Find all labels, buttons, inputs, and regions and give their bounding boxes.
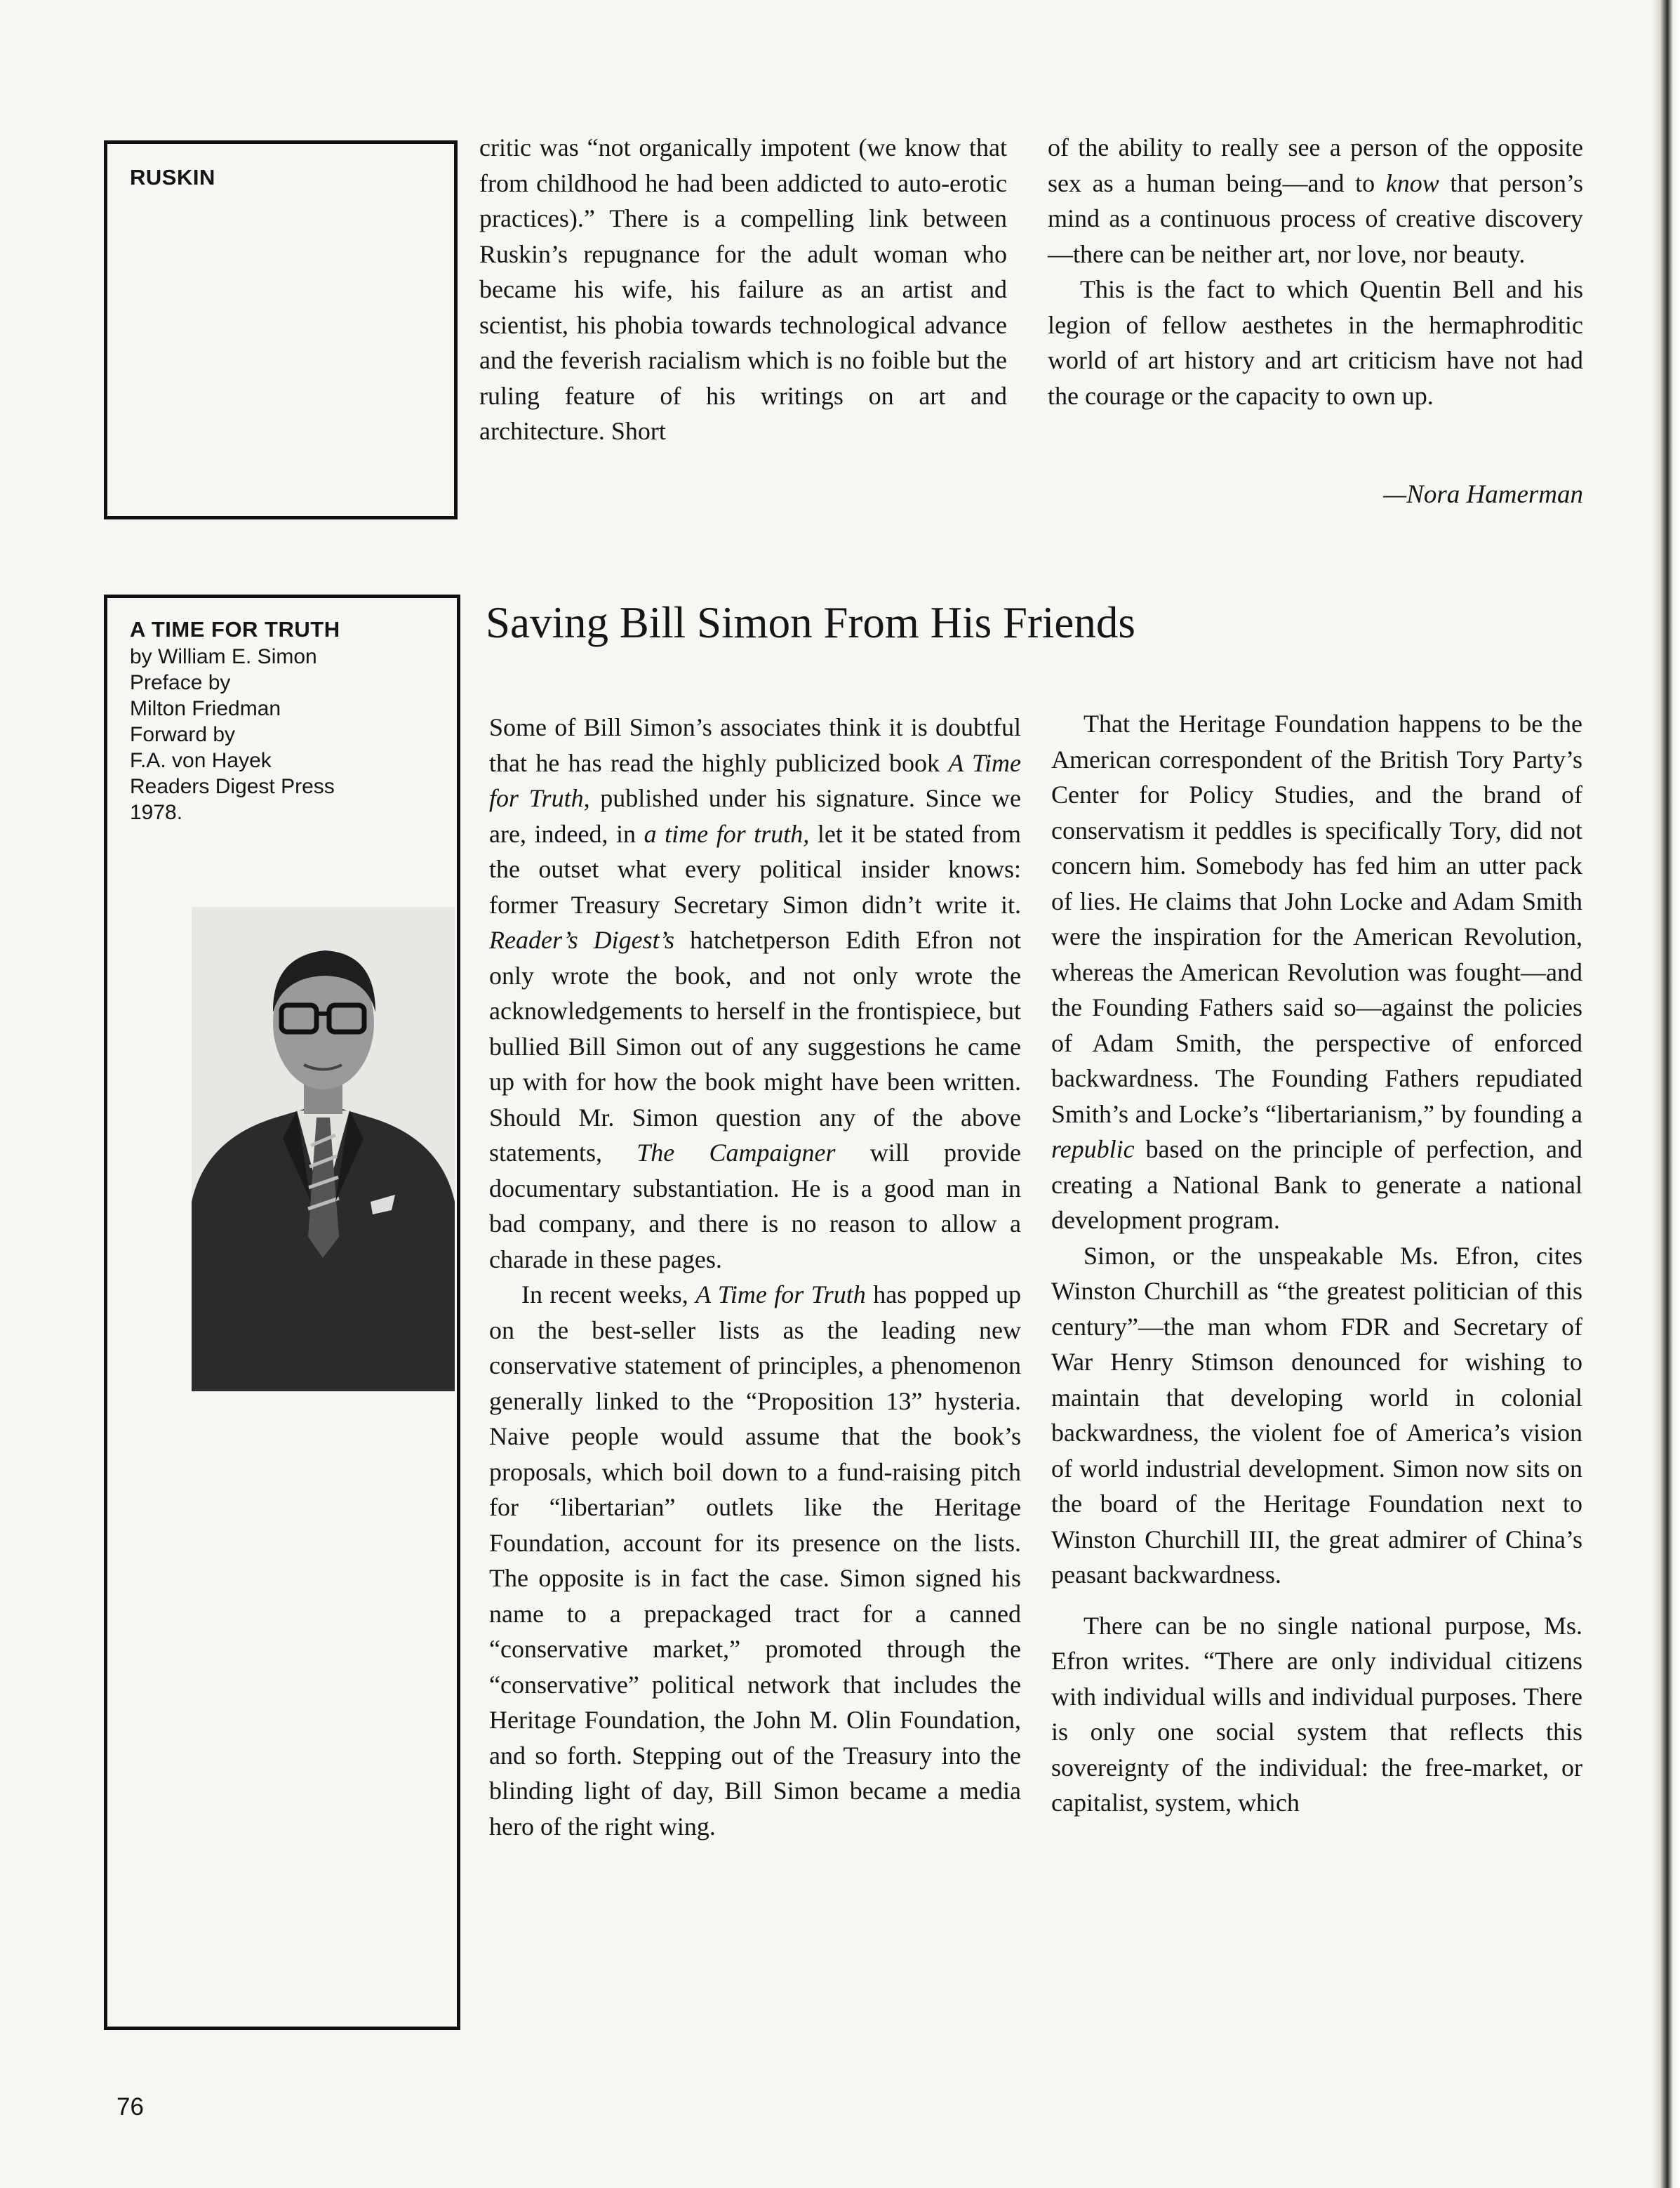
author-portrait-photo [192, 907, 455, 1391]
book-info-sidebar-box [104, 595, 460, 2030]
article-column-right [1051, 706, 1582, 1821]
ruskin-review-paragraph: critic was “not organically impotent (we know that from childhood he had been addicted to auto-erotic practices).” There is a compelling link between Ruskin’s repugnance for the adult woman who became his wife, his failure as an artist and scientist, his phobia towards technological advance and the feverish racialism which is no foible but the ruling feature of his writings on art and architecture. Short [479, 133, 1007, 445]
ruskin-review-column-left [479, 130, 1007, 449]
book-credit-line: Readers Digest Press [130, 775, 335, 798]
emphasis-know: know [1385, 168, 1439, 197]
book-credit-line: Preface by [130, 671, 231, 694]
book-credit-line: F.A. von Hayek [130, 749, 272, 772]
article-paragraph: There can be no single national purpose, Ms. Efron writes. “There are only individual citizens with individual wills and individual purposes. There is only one social system that reflects this sovereignty of the individual: the free-market, or capitalist, system, which [1051, 1611, 1582, 1817]
ruskin-review-paragraph: of the ability to really see a person of the opposite sex as a human being—and to know that person’s mind as a continuous process of creative discovery—there can be neither art, nor love, nor beauty. [1048, 133, 1583, 268]
ruskin-review-paragraph: This is the fact to which Quentin Bell and his legion of fellow aesthetes in the hermaphroditic world of art history and art criticism have not had the courage or the capacity to own up. [1048, 275, 1583, 410]
article-paragraph: In recent weeks, A Time for Truth has popped up on the best-seller lists as the leading new conservative statement of principles, a phenomenon generally linked to the “Proposition 13” hysteria. Naive people would assume that the book’s proposals, which boil down to a fund-raising pitch for “libertarian” outlets like the Heritage Foundation, account for its presence on the lists. The opposite is in fact the case. Simon signed his name to a prepackaged tract for a canned “conservative market,” promoted through the “conservative” political network that includes the Heritage Foundation, the John M. Olin Foundation, and so forth. Stepping out of the Treasury into the blinding light of day, Bill Simon became a media hero of the right wing. [489, 1280, 1021, 1841]
ruskin-review-column-right [1048, 130, 1583, 413]
binding-edge [1652, 0, 1680, 2188]
page-number: 76 [116, 2093, 144, 2121]
book-credit-line: by William E. Simon [130, 645, 317, 668]
book-credit-line: 1978. [130, 801, 183, 824]
book-credits [130, 644, 335, 826]
book-credit-line: Forward by [130, 723, 236, 746]
article-headline: Saving Bill Simon From His Friends [486, 598, 1135, 647]
article-paragraph: That the Heritage Foundation happens to be the American correspondent of the British Tory Party’s Center for Policy Studies, and the brand of conservatism it peddles is specifically Tory, did not concern him. Somebody has fed him an utter pack of lies. He claims that John Locke and Adam Smith were the inspiration for the American Revolution, whereas the American Revolution was fought—and the Founding Fathers said so—against the policies of Adam Smith, the perspective of enforced backwardness. The Founding Fathers repudiated Smith’s and Locke’s “libertarianism,” by founding a republic based on the principle of perfection, and creating a National Bank to generate a national development program. [1051, 710, 1582, 1234]
article-paragraph: Simon, or the unspeakable Ms. Efron, cites Winston Churchill as “the greatest politician of this century”—the man whom FDR and Secretary of War Henry Stimson denounced for wishing to maintain that developing world in colonial backwardness, the violent foe of America’s vision of world industrial development. Simon now sits on the board of the Heritage Foundation next to Winston Churchill III, the great admirer of China’s peasant backwardness. [1051, 1241, 1582, 1589]
ruskin-label: RUSKIN [130, 165, 215, 190]
book-title: A TIME FOR TRUTH [130, 617, 340, 642]
ruskin-sidebar-box [104, 140, 458, 519]
author-byline: —Nora Hamerman [1383, 480, 1583, 509]
article-column-left [489, 710, 1021, 1844]
article-paragraph: Some of Bill Simon’s associates think it is doubtful that he has read the highly publicized book A Time for Truth, published under his signature. Since we are, indeed, in a time for truth, let it be stated from the outset what every political insider knows: former Treasury Secretary Simon didn’t write it. Reader’s Digest’s hatchetperson Edith Efron not only wrote the book, and not only wrote the acknowledgements to herself in the frontispiece, but bullied Bill Simon out of any suggestions he came up with for how the book might have been written. Should Mr. Simon question any of the above statements, The Campaigner will provide documentary substantiation. He is a good man in bad company, and there is no reason to allow a charade in these pages. [489, 713, 1021, 1273]
book-credit-line: Milton Friedman [130, 697, 281, 720]
